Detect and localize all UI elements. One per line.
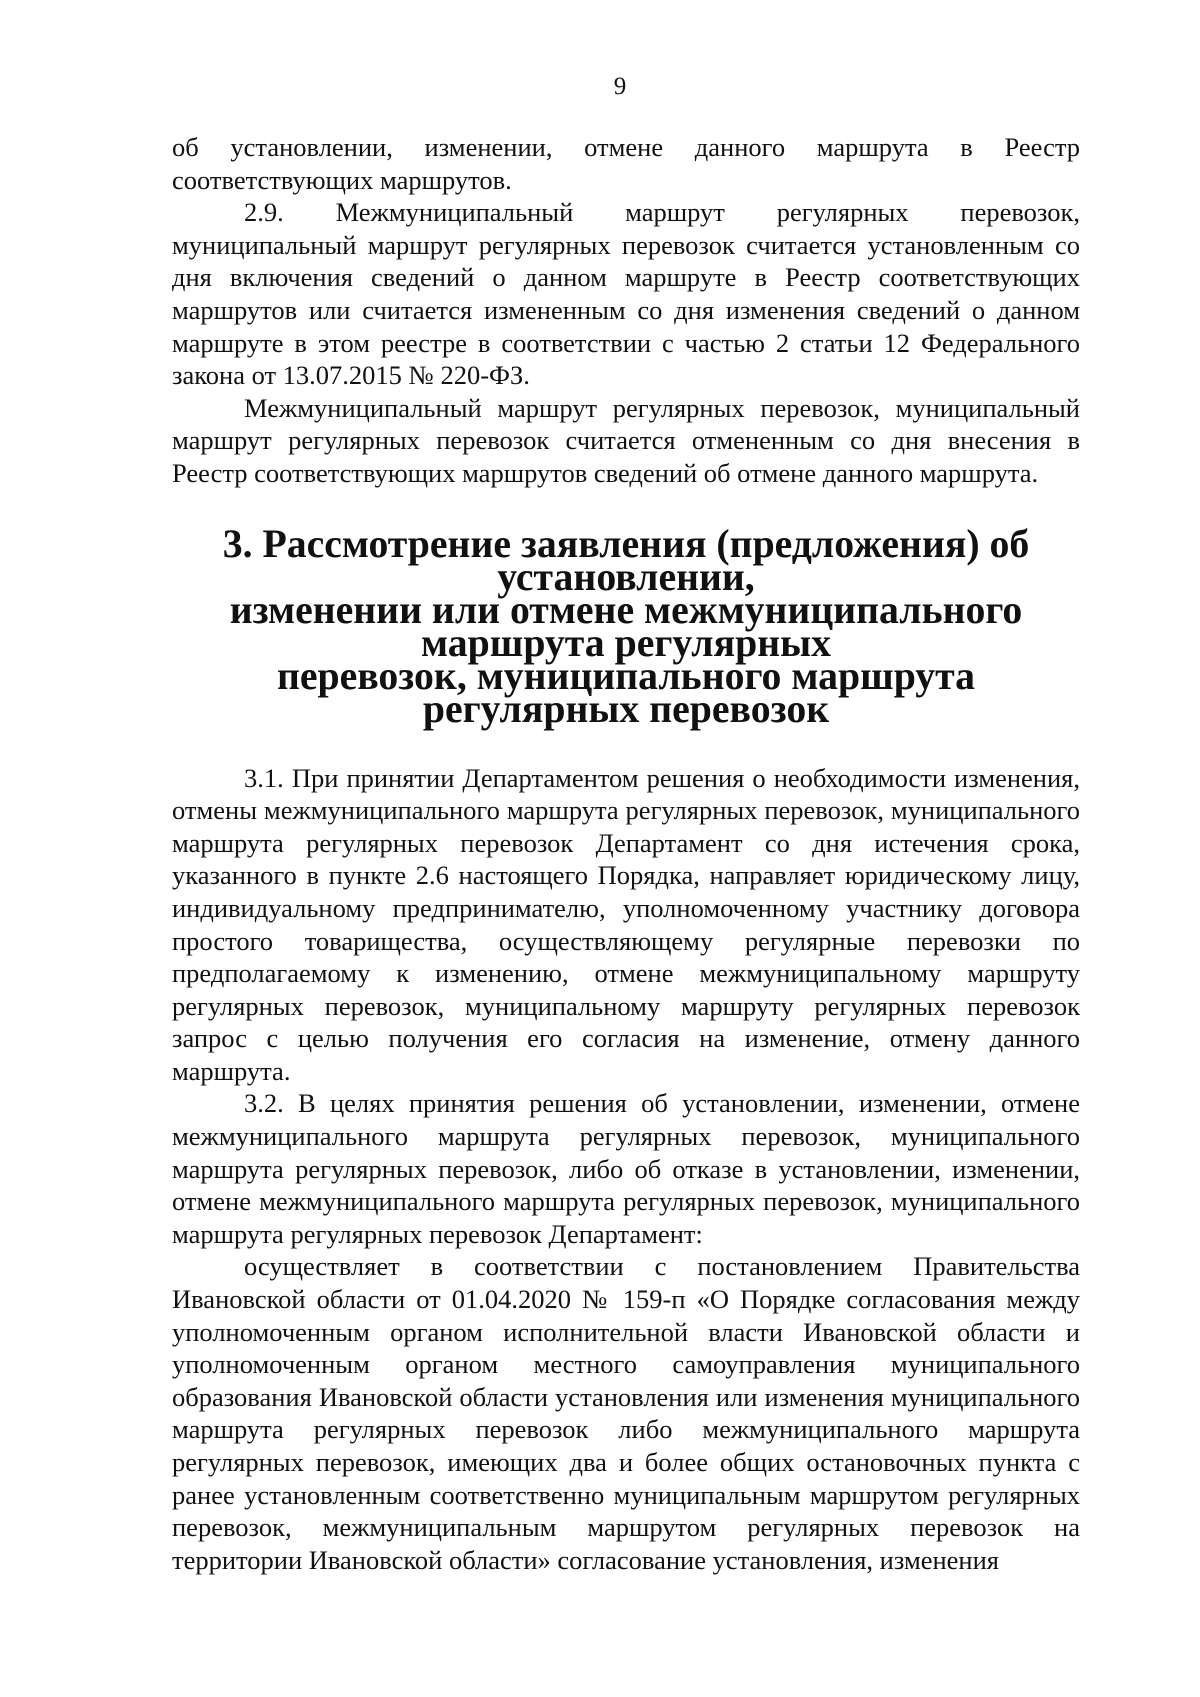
paragraph-2-9: 2.9. Межмуниципальный маршрут регулярных перевозок, муниципальный маршрут регулярных перевозок считается установленным со дня включения сведений о данном маршруте в Реестр соответствующих маршрутов или считается измененным со дня изменения сведений о данном маршруте в этом реестре в соответствии с частью 2 статьи 12 Федерального закона от 13.07.2015 № 220-ФЗ.	[172, 197, 1080, 391]
page-number: 9	[613, 73, 627, 100]
document-body	[172, 131, 1080, 1576]
paragraph-3-2: 3.2. В целях принятия решения об установлении, изменении, отмене межмуниципального маршрута регулярных перевозок, муниципального маршрута регулярных перевозок, либо об отказе в установлении, изменении, отмене межмуниципального маршрута регулярных перевозок, муниципального маршрута регулярных перевозок Департамент:	[172, 1088, 1080, 1249]
paragraph-3-1: 3.1. При принятии Департаментом решения о необходимости изменения, отмены межмуниципального маршрута регулярных перевозок, муниципального маршрута регулярных перевозок Департамент со дня истечения срока, указанного в пункте 2.6 настоящего Порядка, направляет юридическому лицу, индивидуальному предпринимателю, уполномоченному участнику договора простого товарищества, осуществляющему регулярные перевозки по предполагаемому к изменению, отмене межмуниципальному маршруту регулярных перевозок, муниципальному маршруту регулярных перевозок запрос с целью получения его согласия на изменение, отмену данного маршрута.	[172, 762, 1080, 1086]
section-heading-line: 3. Рассмотрение заявления (предложения) об установлении,	[222, 521, 1030, 599]
section-heading-line: изменении или отмене межмуниципального маршрута регулярных	[229, 587, 1023, 665]
paragraph: осуществляет в соответствии с постановлением Правительства Ивановской области от 01.04.2020 № 159-п «О Порядке согласования между уполномоченным органом исполнительной власти Ивановской области и уполномоченным органом местного самоуправления муниципального образования Ивановской области установления или изменения муниципального маршрута регулярных перевозок либо межмуниципального маршрута регулярных перевозок, имеющих два и более общих остановочных пункта с ранее установленным соответственно муниципальным маршрутом регулярных перевозок, межмуниципальным маршрутом регулярных перевозок на территории Ивановской области» согласование установления, изменения	[172, 1251, 1080, 1575]
section-heading-line: перевозок, муниципального маршрута регулярных перевозок	[276, 653, 976, 731]
section-heading	[172, 521, 1080, 731]
paragraph: об установлении, изменении, отмене данного маршрута в Реестр соответствующих маршрутов.	[172, 132, 1080, 195]
paragraph: Межмуниципальный маршрут регулярных перевозок, муниципальный маршрут регулярных перевозок считается отмененным со дня внесения в Реестр соответствующих маршрутов сведений об отмене данного маршрута.	[172, 392, 1080, 488]
